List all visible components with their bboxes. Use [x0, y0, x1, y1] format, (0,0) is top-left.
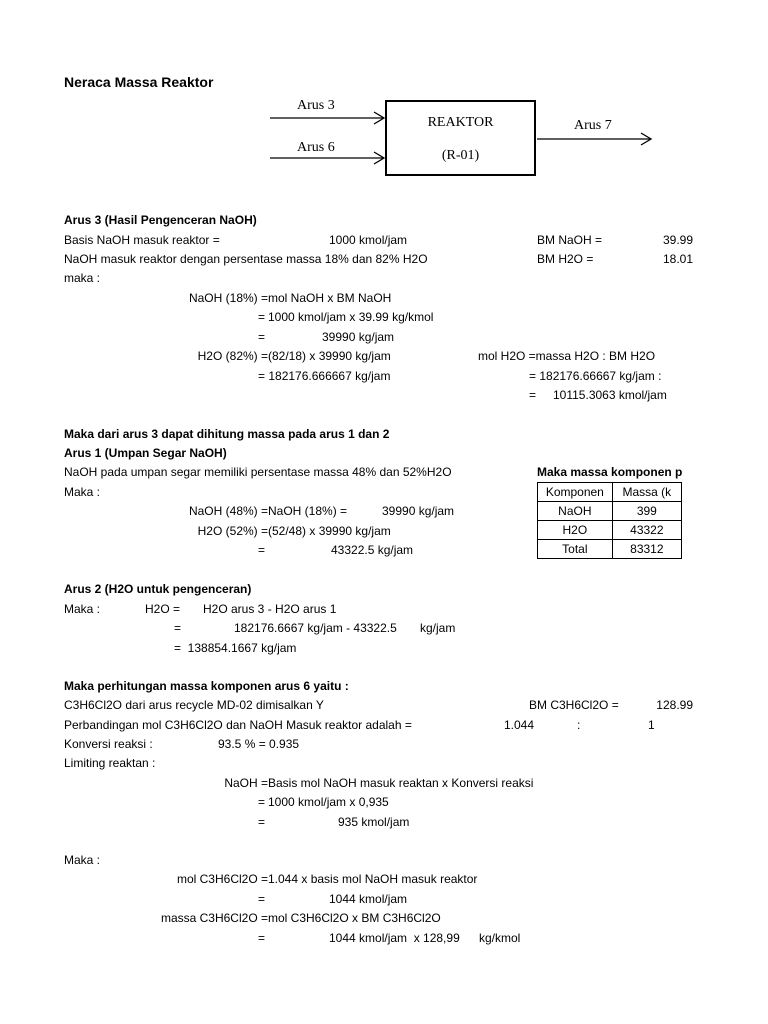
arus2-maka: Maka : — [64, 602, 101, 616]
table-cell: H2O — [538, 521, 613, 540]
mass-c3-eq-unit: kg/kmol — [479, 931, 521, 945]
arus2-eq1-sign: = — [174, 621, 182, 635]
arus2-eq1-unit: kg/jam — [420, 621, 456, 635]
h2o52-eq-sign: = — [258, 543, 266, 557]
naoh-eq1-sign: = — [258, 795, 266, 809]
mol-c3-eq-value: 1044 kmol/jam — [329, 892, 408, 906]
h2o82-label: H2O (82%) = — [197, 349, 268, 363]
arus3-heading: Arus 3 (Hasil Pengenceran NaOH) — [64, 213, 257, 227]
table-row — [538, 540, 682, 559]
mol-h2o-eq1: = 182176.66667 kg/jam : — [529, 369, 662, 383]
naoh-eq2-sign: = — [258, 815, 266, 829]
eq2-sign: = — [258, 330, 266, 344]
arus3-maka: maka : — [64, 271, 101, 285]
table-cell: 83312 — [612, 540, 681, 559]
h2o82-expr: (82/18) x 39990 kg/jam — [268, 349, 391, 363]
mol-c3-label: mol C3H6Cl2O = — [176, 872, 268, 886]
table-cell: NaOH — [538, 502, 613, 521]
arus1-intro: Maka dari arus 3 dapat dihitung massa pada arus 1 dan 2 — [64, 427, 390, 441]
bm-c3-label: BM C3H6Cl2O = — [529, 698, 619, 712]
naoh48-value: 39990 kg/jam — [382, 504, 455, 518]
eq3-expr: = 182176.666667 kg/jam — [258, 369, 391, 383]
mass-table — [537, 482, 682, 559]
label-arus-6: Arus 6 — [297, 140, 335, 155]
limiting-label: Limiting reaktan : — [64, 756, 156, 770]
c3-recycle-line: C3H6Cl2O dari arus recycle MD-02 dimisalkan Y — [64, 698, 324, 712]
arus2-h2o-expr: H2O arus 3 - H2O arus 1 — [203, 602, 337, 616]
bm-naoh-value: 39.99 — [662, 233, 693, 247]
mass-c3-eq-sign: = — [258, 931, 266, 945]
bm-h2o-label: BM H2O = — [537, 252, 594, 266]
naoh-eq2-value: 935 kmol/jam — [338, 815, 410, 829]
naoh18-label: NaOH (18%) = — [188, 291, 268, 305]
reactor-code: (R-01) — [441, 148, 480, 163]
h2o52-expr: (52/48) x 39990 kg/jam — [268, 524, 391, 538]
arus2-heading: Arus 2 (H2O untuk pengenceran) — [64, 582, 252, 596]
reactor-flow-diagram — [0, 0, 768, 200]
arrow-arus-7 — [537, 133, 651, 145]
konversi-label: Konversi reaksi : — [64, 737, 153, 751]
mass-table-wrapper — [537, 482, 682, 561]
eq2-value: 39990 kg/jam — [322, 330, 395, 344]
bm-c3-value: 128.99 — [656, 698, 693, 712]
arus2-h2o-label: H2O = — [145, 602, 181, 616]
arus1-maka: Maka : — [64, 485, 101, 499]
naoh48-label: NaOH (48%) = — [188, 504, 268, 518]
mol-c3-expr: 1.044 x basis mol NaOH masuk reaktor — [268, 872, 478, 886]
mol-h2o-line: mol H2O =massa H2O : BM H2O — [478, 349, 656, 363]
page-title: Neraca Massa Reaktor — [64, 74, 214, 90]
h2o52-eq-value: 43322.5 kg/jam — [331, 543, 414, 557]
table-header-cell: Komponen — [538, 483, 613, 502]
mol-h2o-eq2-sign: = — [529, 388, 537, 402]
h2o52-label: H2O (52%) = — [197, 524, 268, 538]
arus2-eq2: = 138854.1667 kg/jam — [174, 641, 297, 655]
table-caption: Maka massa komponen p — [537, 465, 683, 479]
table-cell: 43322 — [612, 521, 681, 540]
naoh18-expr: mol NaOH x BM NaOH — [268, 291, 392, 305]
mass-c3-eq-value: 1044 kmol/jam x 128,99 — [329, 931, 460, 945]
arus1-heading: Arus 1 (Umpan Segar NaOH) — [64, 446, 227, 460]
naoh-expr: Basis mol NaOH masuk reaktan x Konversi reaksi — [268, 776, 534, 790]
table-cell: 399 — [612, 502, 681, 521]
konversi-value: 93.5 % = 0.935 — [218, 737, 300, 751]
label-arus-3: Arus 3 — [297, 98, 335, 113]
mol-c3-eq-sign: = — [258, 892, 266, 906]
table-header-row — [538, 483, 682, 502]
arus2-eq1-expr: 182176.6667 kg/jam - 43322.5 — [234, 621, 397, 635]
bm-naoh-label: BM NaOH = — [537, 233, 603, 247]
table-cell: Total — [538, 540, 613, 559]
arus6-heading: Maka perhitungan massa komponen arus 6 yaitu : — [64, 679, 349, 693]
basis-label: Basis NaOH masuk reaktor = — [64, 233, 220, 247]
arus1-pct-line: NaOH pada umpan segar memiliki persentase massa 48% dan 52%H2O — [64, 465, 452, 479]
naoh-eq1-expr: 1000 kmol/jam x 0,935 — [268, 795, 389, 809]
bm-h2o-value: 18.01 — [662, 252, 693, 266]
table-header-cell: Massa (k — [612, 483, 681, 502]
mass-c3-label: massa C3H6Cl2O = — [160, 911, 268, 925]
naoh48-expr: NaOH (18%) = — [268, 504, 348, 518]
arus3-pct-line: NaOH masuk reaktor dengan persentase massa 18% dan 82% H2O — [64, 252, 428, 266]
eq1-expr: 1000 kmol/jam x 39.99 kg/kmol — [268, 310, 434, 324]
ratio-a: 1.044 — [504, 718, 535, 732]
basis-value: 1000 kmol/jam — [329, 233, 408, 247]
mass-c3-expr: mol C3H6Cl2O x BM C3H6Cl2O — [268, 911, 441, 925]
ratio-colon: : — [577, 718, 581, 732]
ratio-b: 1 — [648, 718, 655, 732]
label-arus-7: Arus 7 — [574, 118, 612, 133]
reactor-box — [385, 100, 536, 176]
arus6-maka: Maka : — [64, 853, 101, 867]
table-row — [538, 521, 682, 540]
eq1-sign: = — [258, 310, 266, 324]
naoh-label: NaOH = — [224, 776, 268, 790]
mol-h2o-eq2-value: 10115.3063 kmol/jam — [553, 388, 667, 402]
ratio-line: Perbandingan mol C3H6Cl2O dan NaOH Masuk reaktor adalah = — [64, 718, 412, 732]
table-row — [538, 502, 682, 521]
reactor-name: REAKTOR — [427, 115, 494, 130]
arrow-arus-3 — [270, 112, 384, 124]
